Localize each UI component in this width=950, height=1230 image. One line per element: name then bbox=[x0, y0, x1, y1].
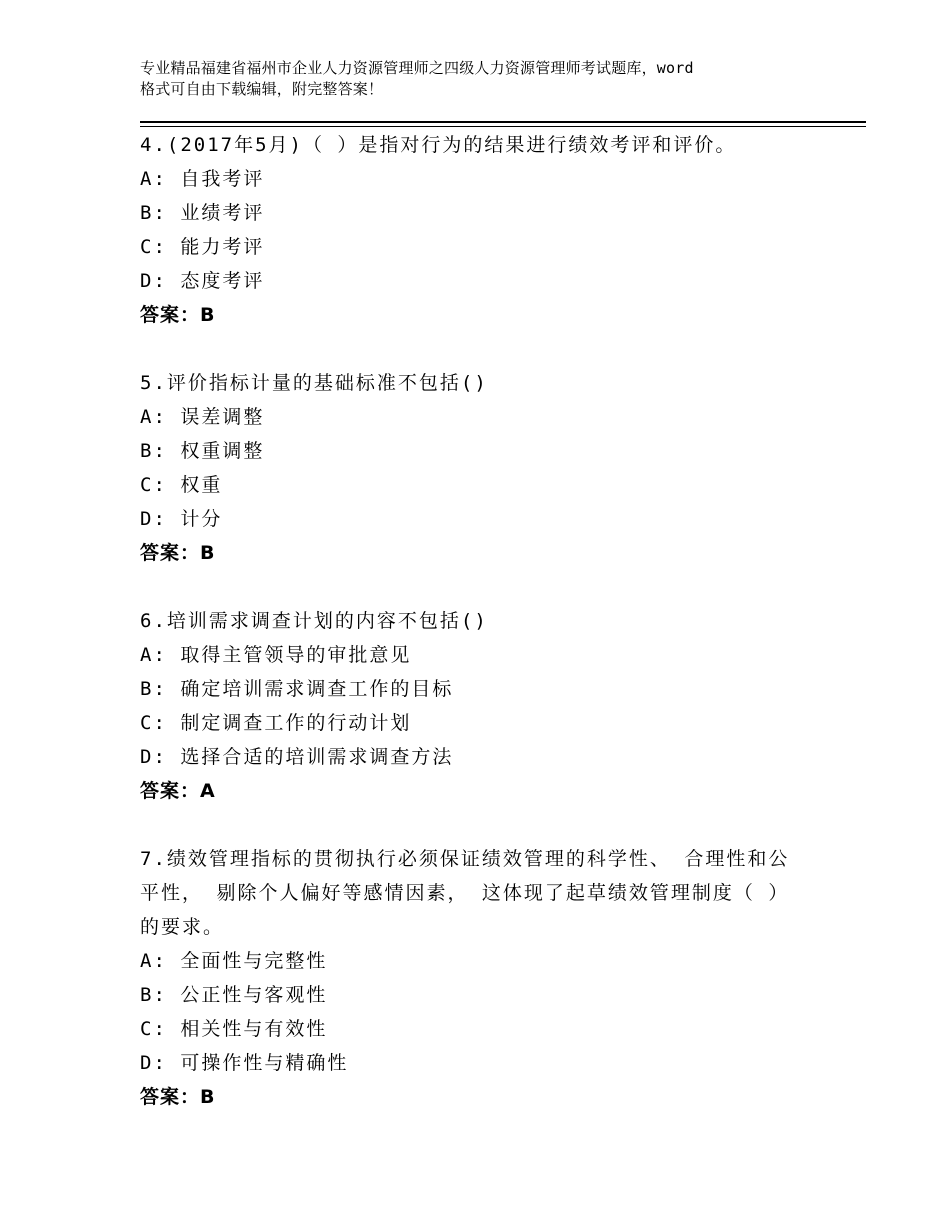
header-line-1: 专业精品福建省福州市企业人力资源管理师之四级人力资源管理师考试题库，word bbox=[140, 59, 694, 77]
question-stem-line-2: 平性， 剔除个人偏好等感情因素， 这体现了起草绩效管理制度（ ） bbox=[140, 882, 790, 904]
option-b: B: 业绩考评 bbox=[140, 202, 265, 224]
question-stem: 5.评价指标计量的基础标准不包括() bbox=[140, 372, 488, 394]
answer-label: 答案：B bbox=[140, 304, 216, 326]
document-header bbox=[140, 58, 840, 100]
question-stem: 6.培训需求调查计划的内容不包括() bbox=[140, 610, 488, 632]
question-spacer bbox=[140, 332, 830, 366]
option-c: C: 能力考评 bbox=[140, 236, 265, 258]
header-line-2: 格式可自由下载编辑，附完整答案！ bbox=[140, 80, 384, 98]
option-d: D: 计分 bbox=[140, 508, 223, 530]
option-c: C: 权重 bbox=[140, 474, 223, 496]
option-d: D: 态度考评 bbox=[140, 270, 265, 292]
answer-label: 答案：A bbox=[140, 780, 216, 802]
question-stem-line-1: 7.绩效管理指标的贯彻执行必须保证绩效管理的科学性、 合理性和公 bbox=[140, 848, 790, 870]
option-a: A: 自我考评 bbox=[140, 168, 265, 190]
option-a: A: 取得主管领导的审批意见 bbox=[140, 644, 412, 666]
question-stem-line-3: 的要求。 bbox=[140, 916, 225, 938]
option-d: D: 可操作性与精确性 bbox=[140, 1052, 349, 1074]
question-7 bbox=[140, 842, 830, 1114]
question-list bbox=[140, 128, 830, 1114]
question-spacer bbox=[140, 570, 830, 604]
question-5 bbox=[140, 366, 830, 570]
question-6 bbox=[140, 604, 830, 808]
answer-label: 答案：B bbox=[140, 1086, 216, 1108]
answer-label: 答案：B bbox=[140, 542, 216, 564]
option-d: D: 选择合适的培训需求调查方法 bbox=[140, 746, 454, 768]
option-b: B: 确定培训需求调查工作的目标 bbox=[140, 678, 454, 700]
option-a: A: 误差调整 bbox=[140, 406, 265, 428]
option-a: A: 全面性与完整性 bbox=[140, 950, 328, 972]
option-c: C: 制定调查工作的行动计划 bbox=[140, 712, 412, 734]
option-c: C: 相关性与有效性 bbox=[140, 1018, 328, 1040]
header-rule-thick bbox=[140, 121, 866, 123]
option-b: B: 权重调整 bbox=[140, 440, 265, 462]
header-rule-thin bbox=[140, 126, 866, 127]
question-stem: 4.(2017年5月)（ ）是指对行为的结果进行绩效考评和评价。 bbox=[140, 134, 737, 156]
question-spacer bbox=[140, 808, 830, 842]
question-4 bbox=[140, 128, 830, 332]
option-b: B: 公正性与客观性 bbox=[140, 984, 328, 1006]
